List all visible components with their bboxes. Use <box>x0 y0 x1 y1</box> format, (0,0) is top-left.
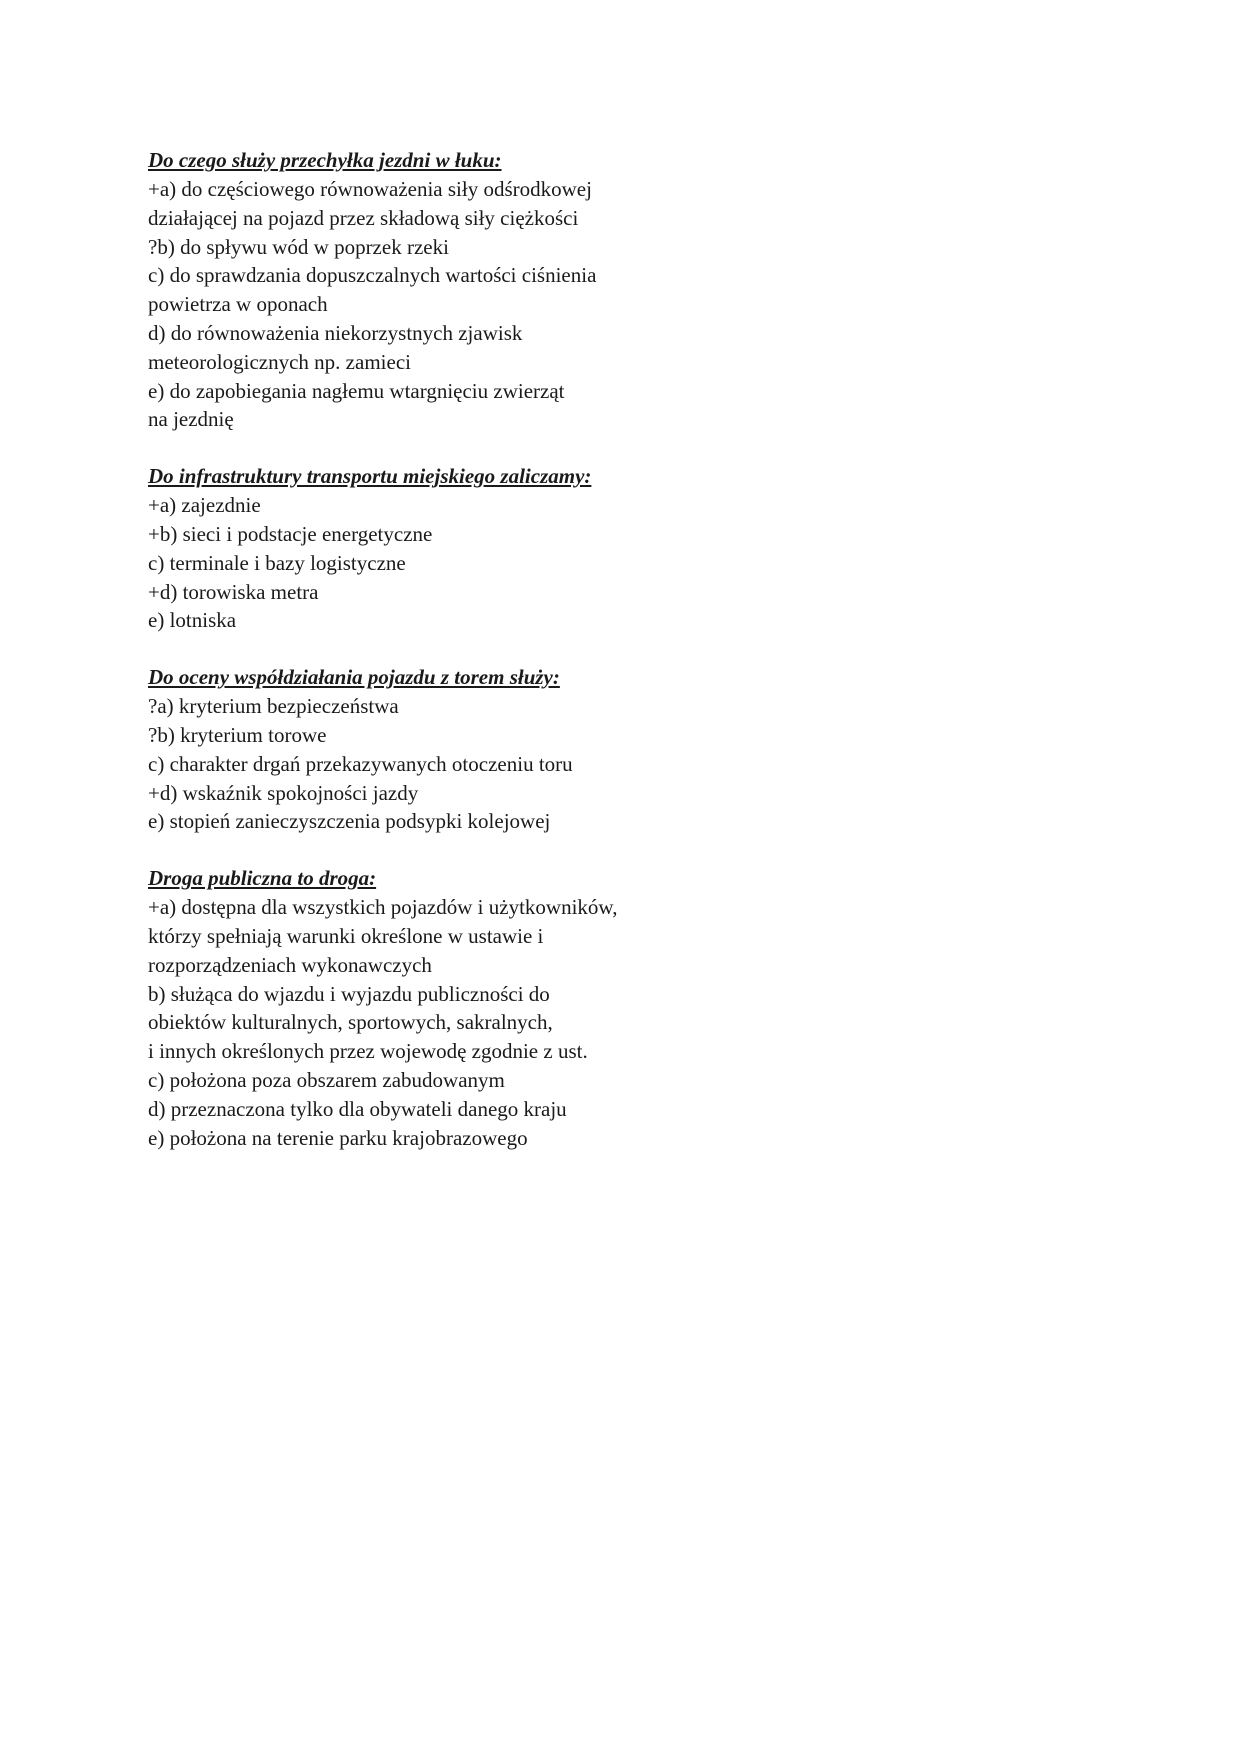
answer-line: c) do sprawdzania dopuszczalnych wartości ciśnienia <box>148 263 597 288</box>
document-page <box>148 146 748 1180</box>
answer-line: +a) do częściowego równoważenia siły odśrodkowej <box>148 177 592 201</box>
question-title: Do czego służy przechyłka jezdni w łuku: <box>148 148 502 172</box>
answer-line: meteorologicznych np. zamieci <box>148 349 411 374</box>
answer-line: c) charakter drgań przekazywanych otoczeniu toru <box>148 751 573 776</box>
answer-line: na jezdnię <box>148 407 234 432</box>
question-title: Do oceny współdziałania pojazdu z torem służy: <box>148 665 560 690</box>
question-block <box>148 146 748 434</box>
answer-line: rozporządzeniach wykonawczych <box>148 952 432 977</box>
answer-line: e) stopień zanieczyszczenia podsypki kolejowej <box>148 809 551 834</box>
answer-line: d) przeznaczona tylko dla obywateli danego kraju <box>148 1096 567 1121</box>
answer-line: powietrza w oponach <box>148 292 328 317</box>
answer-line: e) położona na terenie parku krajobrazowego <box>148 1125 528 1150</box>
answer-line: d) do równoważenia niekorzystnych zjawisk <box>148 320 523 345</box>
answer-line: działającej na pojazd przez składową siły ciężkości <box>148 205 579 230</box>
question-block <box>148 663 748 836</box>
answer-line: obiektów kulturalnych, sportowych, sakralnych, <box>148 1010 553 1035</box>
question-title: Droga publiczna to droga: <box>148 866 377 891</box>
answer-line: +a) dostępna dla wszystkich pojazdów i użytkowników, <box>148 895 618 920</box>
answer-line: +d) wskaźnik spokojności jazdy <box>148 780 419 805</box>
answer-line: +d) torowiska metra <box>148 579 319 604</box>
answer-line: i innych określonych przez wojewodę zgodnie z ust. <box>148 1039 588 1064</box>
answer-line: którzy spełniają warunki określone w ustawie i <box>148 923 544 948</box>
question-title: Do infrastruktury transportu miejskiego zaliczamy: <box>148 464 592 489</box>
answer-line: +a) zajezdnie <box>148 493 261 518</box>
answer-line: c) położona poza obszarem zabudowanym <box>148 1067 505 1092</box>
question-block <box>148 462 748 635</box>
answer-line: +b) sieci i podstacje energetyczne <box>148 521 433 546</box>
answer-line: ?b) kryterium torowe <box>148 722 327 747</box>
answer-line: b) służąca do wjazdu i wyjazdu publiczności do <box>148 981 550 1006</box>
answer-line: e) do zapobiegania nagłemu wtargnięciu zwierząt <box>148 378 565 403</box>
answer-line: c) terminale i bazy logistyczne <box>148 550 406 575</box>
question-block <box>148 864 748 1152</box>
answer-line: ?b) do spływu wód w poprzek rzeki <box>148 234 449 259</box>
answer-line: e) lotniska <box>148 608 237 633</box>
answer-line: ?a) kryterium bezpieczeństwa <box>148 694 399 719</box>
